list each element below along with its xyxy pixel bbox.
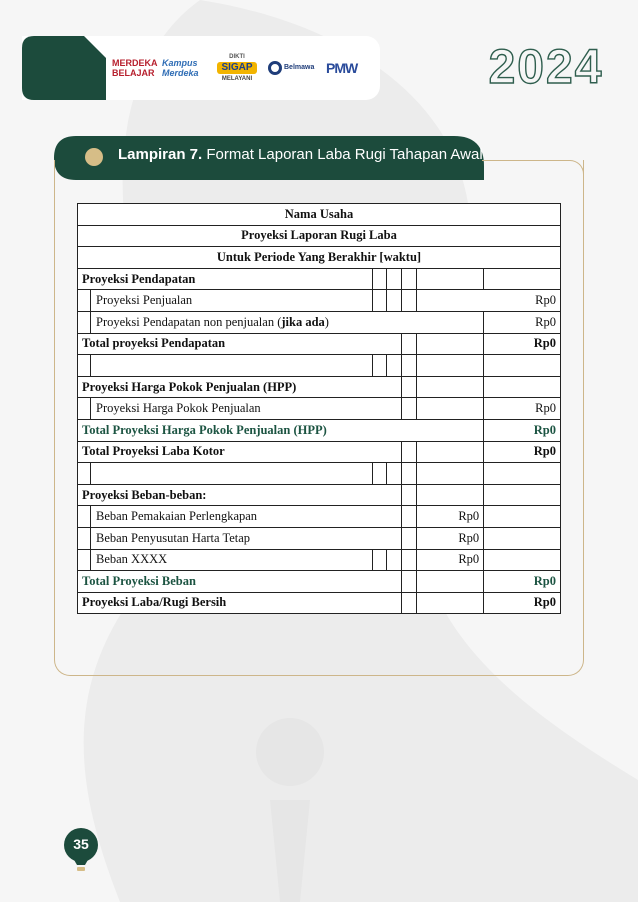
non-sales-label: Proyeksi Pendapatan non penjualan (jika ada) — [78, 311, 484, 333]
total-revenue-value: Rp0 — [484, 333, 561, 355]
net-profit-value: Rp0 — [484, 592, 561, 614]
dikti-label: DIKTI — [229, 54, 245, 60]
expense-1-value: Rp0 — [417, 506, 484, 528]
period-cell: Untuk Periode Yang Berakhir [waktu] — [78, 247, 561, 269]
hpp-item-value: Rp0 — [484, 398, 561, 420]
table-row — [78, 592, 561, 614]
dikti-sigap-logo — [216, 52, 258, 84]
sigap-label: SIGAP — [217, 62, 256, 74]
expenses-header: Proyeksi Beban-beban: — [78, 484, 402, 506]
expense-3-value: Rp0 — [417, 549, 484, 571]
table-row — [78, 290, 561, 312]
table-row — [78, 247, 561, 269]
hpp-item-label: Proyeksi Harga Pokok Penjualan — [78, 398, 402, 420]
header-green-tab — [22, 36, 106, 100]
table-row — [78, 549, 561, 571]
sales-label: Proyeksi Penjualan — [78, 290, 373, 312]
total-hpp-label: Total Proyeksi Harga Pokok Penjualan (HPP) — [78, 419, 484, 441]
total-expenses-value: Rp0 — [484, 571, 561, 593]
gear-icon — [268, 61, 282, 75]
year-text: 2024 — [488, 43, 604, 89]
net-profit-label: Proyeksi Laba/Rugi Bersih — [78, 592, 402, 614]
total-hpp-value: Rp0 — [484, 419, 561, 441]
expense-2-label: Beban Penyusutan Harta Tetap — [78, 527, 402, 549]
content-frame-corner — [482, 160, 584, 180]
blank-row-cell — [78, 355, 373, 377]
blank-row-cell — [78, 463, 373, 485]
expense-2-value: Rp0 — [417, 527, 484, 549]
sales-value: Rp0 — [417, 290, 561, 312]
income-statement-table — [77, 203, 561, 614]
total-expenses-label: Total Proyeksi Beban — [78, 571, 402, 593]
section-title-number: Lampiran 7. — [118, 146, 203, 163]
partner-logos — [112, 50, 372, 86]
revenue-header: Proyeksi Pendapatan — [78, 268, 373, 290]
table-row — [78, 225, 561, 247]
belmawa-logo — [268, 61, 316, 75]
business-name-cell: Nama Usaha — [78, 204, 561, 226]
non-sales-value: Rp0 — [484, 311, 561, 333]
table-row — [78, 484, 561, 506]
gross-profit-label: Total Proyeksi Laba Kotor — [78, 441, 402, 463]
page-number: 35 — [73, 836, 89, 852]
table-row — [78, 268, 561, 290]
total-revenue-label: Total proyeksi Pendapatan — [78, 333, 402, 355]
table-row — [78, 355, 561, 377]
table-row — [78, 311, 561, 333]
merdeka-belajar-logo: MERDEKA BELAJAR — [112, 58, 158, 78]
section-title-text: Format Laporan Laba Rugi Tahapan Awal — [202, 146, 483, 163]
table-row — [78, 419, 561, 441]
melayani-label: MELAYANI — [221, 76, 253, 82]
table-row — [78, 571, 561, 593]
table-row — [78, 398, 561, 420]
table-row — [78, 506, 561, 528]
gross-profit-value: Rp0 — [484, 441, 561, 463]
table-row — [78, 463, 561, 485]
expense-1-label: Beban Pemakaian Perlengkapan — [78, 506, 402, 528]
pmw-logo: PMW — [326, 60, 358, 76]
year-outline-logo — [480, 43, 612, 89]
table-row — [78, 333, 561, 355]
belmawa-label: Belmawa — [284, 64, 315, 71]
expense-3-label: Beban XXXX — [78, 549, 373, 571]
kampus-merdeka-logo: Kampus Merdeka — [162, 58, 199, 78]
table-row — [78, 204, 561, 226]
hpp-header: Proyeksi Harga Pokok Penjualan (HPP) — [78, 376, 402, 398]
table-row — [78, 441, 561, 463]
table-row — [78, 527, 561, 549]
report-title-cell: Proyeksi Laporan Rugi Laba — [78, 225, 561, 247]
table-row — [78, 376, 561, 398]
